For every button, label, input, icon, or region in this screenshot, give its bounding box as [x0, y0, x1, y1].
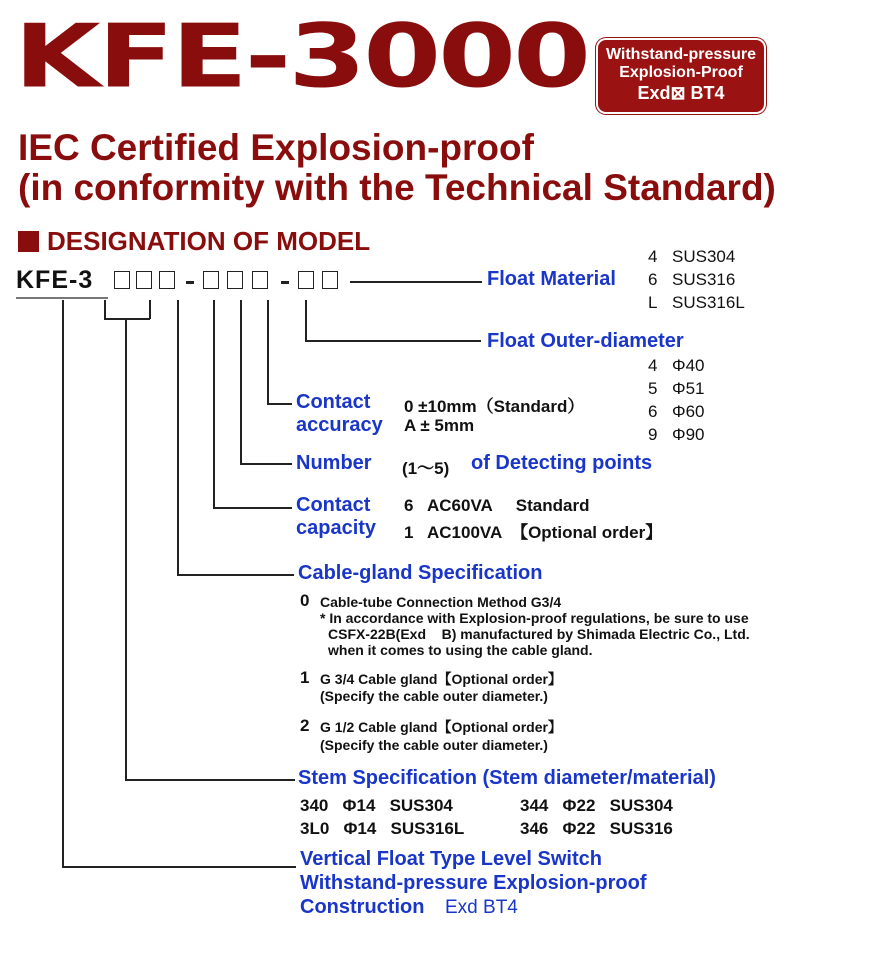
cable-gland-note: * In accordance with Explosion-proof regulations, be sure to use [320, 610, 749, 626]
leader-contact-capacity-h [213, 507, 292, 509]
cable-gland-note: CSFX-22B(Exd B) manufactured by Shimada Electric Co., Ltd. [328, 626, 750, 642]
float-diameter-value: Φ51 [672, 379, 705, 398]
detecting-points-range: (1〜5) [402, 459, 450, 478]
leader-product-v [62, 300, 64, 866]
leader-contact-capacity-v [213, 300, 215, 507]
leader-product-h [62, 866, 296, 868]
badge-line-3: Exd⊠ BT4 [637, 83, 725, 103]
cable-gland-code: 1 [300, 668, 310, 687]
float-material-code: 4 [648, 247, 658, 266]
stem-spec-item: 344 Φ22 SUS304 [520, 796, 673, 815]
contact-accuracy-option: 0 ±10mm（Standard） [404, 397, 585, 416]
model-digit-box [322, 271, 338, 289]
leader-float-diameter-h [305, 340, 481, 342]
subtitle-line-2: (in conformity with the Technical Standard) [18, 167, 776, 208]
section-title-text: DESIGNATION OF MODEL [47, 226, 371, 256]
model-digit-box [114, 271, 130, 289]
stem-spec-item: 340 Φ14 SUS304 [300, 796, 453, 815]
stem-bracket-left [104, 300, 106, 319]
badge-line-2: Explosion-Proof [619, 64, 743, 81]
contact-accuracy-option: A ± 5mm [404, 416, 475, 435]
cable-gland-label: Cable-gland Specification [298, 562, 543, 584]
badge-line-1: Withstand-pressure [605, 46, 757, 63]
model-prefix: KFE-3 [16, 266, 94, 294]
detecting-points-label: Number [296, 452, 372, 474]
product-rating: Exd BT4 [445, 897, 518, 918]
model-separator [186, 281, 194, 284]
cable-gland-note: (Specify the cable outer diameter.) [320, 737, 548, 753]
model-digit-box [227, 271, 243, 289]
detecting-points-suffix: of Detecting points [471, 452, 653, 474]
float-diameter-code: 5 [648, 379, 658, 398]
float-diameter-code: 9 [648, 425, 658, 444]
cable-gland-note: (Specify the cable outer diameter.) [320, 688, 548, 704]
stem-bracket-right [149, 300, 151, 319]
float-diameter-value: Φ90 [672, 425, 705, 444]
contact-capacity-option: 1 AC100VA 【Optional order】 [404, 523, 663, 542]
float-diameter-code: 6 [648, 402, 658, 421]
stem-bracket-bottom [104, 318, 150, 320]
product-line-3: Construction [300, 896, 425, 918]
stem-spec-item: 3L0 Φ14 SUS316L [300, 819, 465, 838]
leader-stem-spec-v [125, 318, 127, 779]
subtitle-line-1: IEC Certified Explosion-proof [18, 127, 534, 168]
float-diameter-label: Float Outer-diameter [487, 330, 684, 352]
leader-detecting-points-v [240, 300, 242, 463]
contact-capacity-option: 6 AC60VA Standard [404, 496, 590, 515]
leader-stem-spec-h [125, 779, 295, 781]
leader-float-diameter-v [305, 300, 307, 340]
cable-gland-code: 2 [300, 716, 310, 735]
cable-gland-note: when it comes to using the cable gland. [328, 642, 593, 658]
product-line-2: Withstand-pressure Explosion-proof [300, 872, 647, 894]
cable-gland-option-text: G 1/2 Cable gland【Optional order】 [320, 719, 562, 735]
float-diameter-value: Φ40 [672, 356, 705, 375]
leader-contact-accuracy-v [267, 300, 269, 403]
cable-gland-option-text: G 3/4 Cable gland【Optional order】 [320, 671, 562, 687]
leader-float-material [350, 281, 482, 283]
leader-cable-gland-v [177, 300, 179, 574]
float-material-value: SUS316L [672, 293, 745, 312]
float-material-label: Float Material [487, 268, 616, 290]
cable-gland-option-text: Cable-tube Connection Method G3/4 [320, 594, 562, 610]
float-diameter-value: Φ60 [672, 402, 705, 421]
stem-spec-label: Stem Specification (Stem diameter/material) [298, 767, 716, 789]
cable-gland-code: 0 [300, 591, 310, 610]
contact-accuracy-label-2: accuracy [296, 414, 383, 436]
model-digit-box [136, 271, 152, 289]
page-title: KFE-3000 [14, 6, 589, 108]
float-material-code: 6 [648, 270, 658, 289]
float-diameter-code: 4 [648, 356, 658, 375]
contact-capacity-label-1: Contact [296, 494, 371, 516]
product-line-1: Vertical Float Type Level Switch [300, 848, 602, 870]
contact-capacity-label-2: capacity [296, 517, 377, 539]
leader-contact-accuracy-h [267, 403, 292, 405]
square-bullet-icon [18, 231, 39, 252]
stem-spec-item: 346 Φ22 SUS316 [520, 819, 673, 838]
contact-accuracy-label-1: Contact [296, 391, 371, 413]
leader-detecting-points-h [240, 463, 292, 465]
model-digit-box [298, 271, 314, 289]
float-material-value: SUS316 [672, 270, 736, 289]
float-material-code: L [648, 293, 658, 312]
section-title [18, 226, 370, 257]
model-separator [281, 281, 289, 284]
model-underline [16, 297, 108, 299]
float-material-value: SUS304 [672, 247, 736, 266]
explosion-proof-badge [598, 40, 764, 112]
model-digit-box [203, 271, 219, 289]
leader-cable-gland-h [177, 574, 294, 576]
model-digit-box [159, 271, 175, 289]
model-digit-box [252, 271, 268, 289]
